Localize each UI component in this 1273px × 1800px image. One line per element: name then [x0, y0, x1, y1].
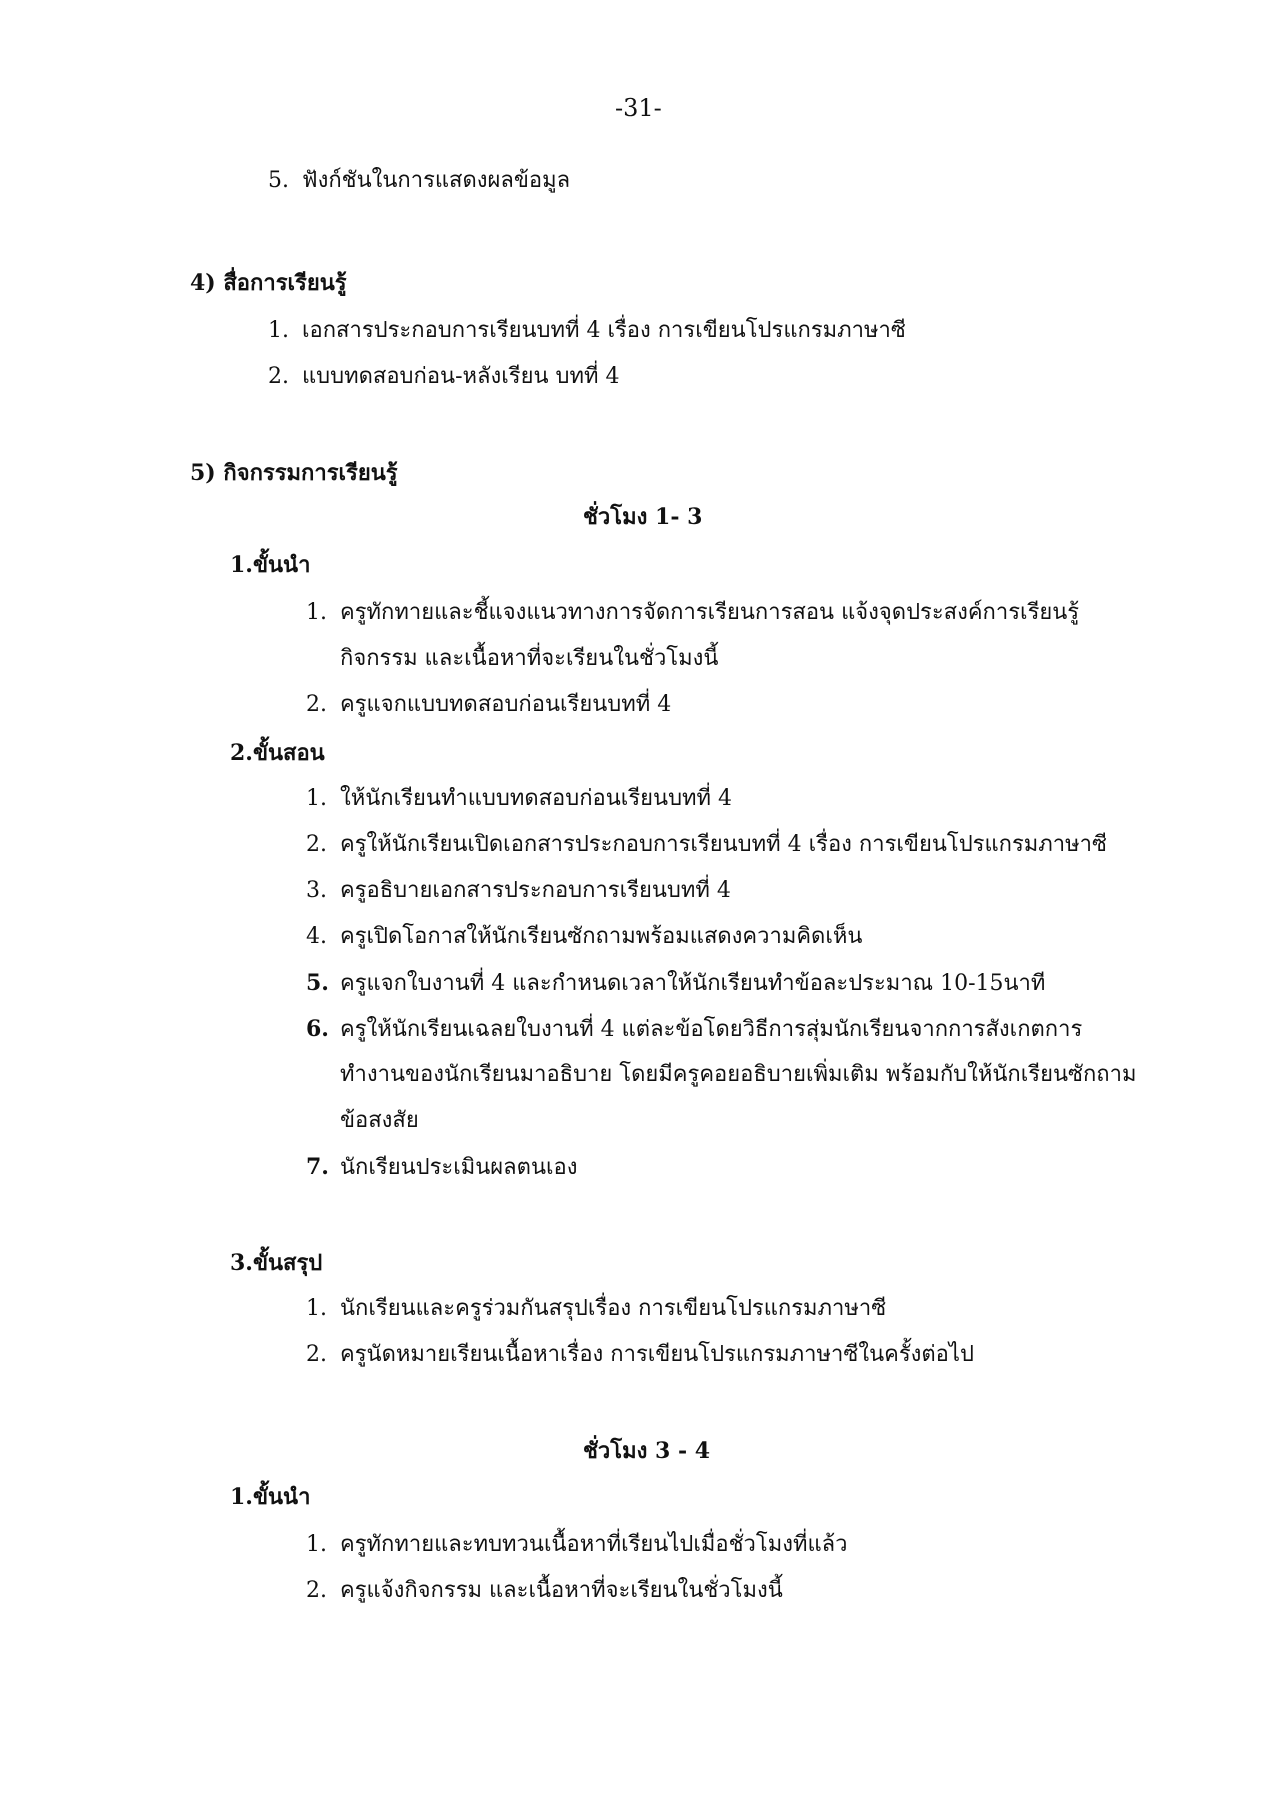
list-text: เอกสารประกอบการเรียนบทที่ 4 เรื่อง การเขียนโปรแกรมภาษาซี: [302, 318, 906, 343]
list-text: ครูอธิบายเอกสารประกอบการเรียนบทที่ 4: [340, 878, 731, 903]
list-text: ครูให้นักเรียนเฉลยใบงานที่ 4 แต่ละข้อโดยวิธีการสุ่มนักเรียนจากการสังเกตการ: [340, 1017, 1083, 1042]
list-number: 2.: [306, 692, 327, 717]
list-text: ครูแจกใบงานที่ 4 และกำหนดเวลาให้นักเรียนทำข้อละประมาณ 10-15นาที: [340, 971, 1046, 996]
list-text: ครูนัดหมายเรียนเนื้อหาเรื่อง การเขียนโปรแกรมภาษาซีในครั้งต่อไป: [340, 1342, 974, 1367]
list-text: ครูให้นักเรียนเปิดเอกสารประกอบการเรียนบทที่ 4 เรื่อง การเขียนโปรแกรมภาษาซี: [340, 832, 1107, 857]
list-text: ครูเปิดโอกาสให้นักเรียนซักถามพร้อมแสดงความคิดเห็น: [340, 924, 863, 949]
list-item: [306, 1530, 847, 1560]
list-number: 7.: [306, 1154, 329, 1180]
list-item: [306, 1294, 886, 1324]
list-number: 1.: [268, 318, 289, 343]
list-number: 2.: [306, 1578, 327, 1603]
list-text: ให้นักเรียนทำแบบทดสอบก่อนเรียนบทที่ 4: [340, 786, 733, 811]
list-item: [306, 1152, 577, 1183]
list-text-continuation: ข้อสงสัย: [340, 1108, 419, 1133]
list-text: ครูทักทายและชี้แจงแนวทางการจัดการเรียนการสอน แจ้งจุดประสงค์การเรียนรู้: [340, 600, 1080, 625]
hour-heading-1: ชั่วโมง 1- 3: [583, 504, 703, 530]
list-item: [306, 1576, 783, 1606]
list-item: [306, 876, 731, 906]
list-text: ครูแจ้งกิจกรรม และเนื้อหาที่จะเรียนในชั่วโมงนี้: [340, 1578, 783, 1603]
list-item: [306, 830, 1107, 860]
list-item: [306, 922, 862, 952]
section-5-heading: 5) กิจกรรมการเรียนรู้: [190, 460, 398, 486]
list-number: 2.: [306, 1342, 327, 1367]
list-item: [306, 598, 1079, 628]
list-text: นักเรียนและครูร่วมกันสรุปเรื่อง การเขียนโปรแกรมภาษาซี: [340, 1296, 887, 1321]
list-number: 1.: [306, 1296, 327, 1321]
list-number: 5.: [268, 168, 289, 193]
list-item: [306, 1340, 974, 1370]
list-number: 6.: [306, 1016, 329, 1042]
list-number: 4.: [306, 924, 327, 949]
step-heading-intro: 1.ขั้นนำ: [230, 552, 311, 578]
section-4-heading: 4) สื่อการเรียนรู้: [190, 270, 347, 296]
step-heading-intro-2: 1.ขั้นนำ: [230, 1484, 311, 1510]
list-number: 2.: [306, 832, 327, 857]
list-item: [306, 690, 671, 720]
list-item: [268, 316, 906, 346]
list-number: 1.: [306, 600, 327, 625]
list-item: [268, 362, 619, 392]
list-text: ฟังก์ชันในการแสดงผลข้อมูล: [302, 168, 571, 193]
list-item: [306, 784, 732, 814]
list-item: [306, 1014, 1082, 1045]
list-text: นักเรียนประเมินผลตนเอง: [340, 1155, 578, 1180]
step-heading-conclude: 3.ขั้นสรุป: [230, 1250, 323, 1276]
list-text: แบบทดสอบก่อน-หลังเรียน บทที่ 4: [302, 364, 620, 389]
hour-heading-2: ชั่วโมง 3 - 4: [583, 1438, 711, 1464]
list-text-continuation: ทำงานของนักเรียนมาอธิบาย โดยมีครูคอยอธิบายเพิ่มเติม พร้อมกับให้นักเรียนซักถาม: [340, 1062, 1137, 1087]
list-number: 1.: [306, 786, 327, 811]
list-number: 1.: [306, 1532, 327, 1557]
list-number: 5.: [306, 970, 329, 996]
list-number: 2.: [268, 364, 289, 389]
list-text-continuation: กิจกรรม และเนื้อหาที่จะเรียนในชั่วโมงนี้: [340, 646, 719, 671]
list-number: 3.: [306, 878, 327, 903]
list-item: [306, 968, 1045, 999]
step-heading-teach: 2.ขั้นสอน: [230, 740, 325, 766]
page-number: -31-: [615, 94, 662, 122]
list-text: ครูแจกแบบทดสอบก่อนเรียนบทที่ 4: [340, 692, 672, 717]
intro-list-item: [268, 166, 570, 196]
list-text: ครูทักทายและทบทวนเนื้อหาที่เรียนไปเมื่อชั่วโมงที่แล้ว: [340, 1532, 848, 1557]
